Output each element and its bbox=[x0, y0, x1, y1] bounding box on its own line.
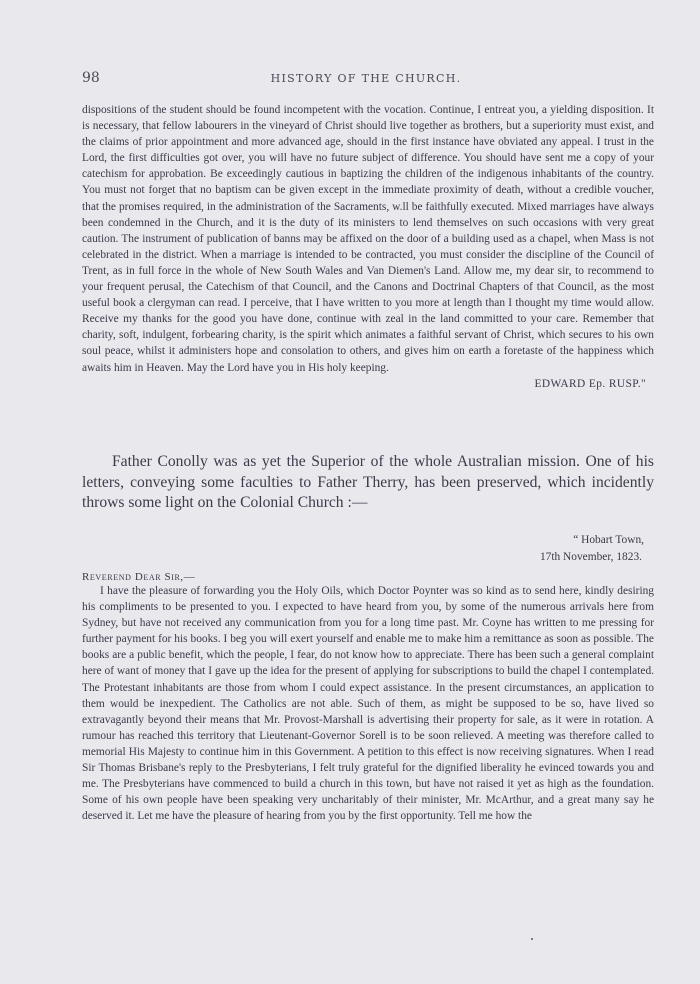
second-letter bbox=[82, 583, 654, 824]
letter-heading bbox=[82, 532, 654, 566]
page-number: 98 bbox=[82, 70, 100, 86]
running-title: HISTORY OF THE CHURCH. bbox=[270, 72, 462, 85]
narrative-section bbox=[82, 452, 654, 514]
letter-date: 17th November, 1823. bbox=[539, 551, 642, 563]
letter-body-paragraph: dispositions of the student should be found incompetent with the vocation. Continue, I entreat you, a yielding disposition. It is necessary, that fellow labourers in the vineyard of Christ should live together as brothers, but a superiority must exist, and the claims of prior appointment and more advanced age, should in the first instance have obviated any appeal. I trust in the Lord, the first difficulties got over, you will have no future subject of difference. You should have sent me a copy of your catechism for approbation. Be exceedingly cautious in baptizing the children of the indigenous inhabitants of the country. You must not forget that no baptism can be given except in the immediate proximity of death, without a credible voucher, that the promises required, in the administration of the Sacraments, w.ll be faithfully executed. Mixed marriages have always been condemned in the Church, and it is the duty of its ministers to lend themselves on such occasions with very great caution. The instrument of publication of banns may be affixed on the door of a building used as a chapel, when Mass is not celebrated in the district. When a marriage is intended to be contracted, you must consider the discipline of the Council of Trent, as in full force in the whole of New South Wales and Van Diemen's Land. Allow me, my dear sir, to recommend to your frequent perusal, the Catechism of that Council, and the Canons and Doctrinal Chapters of that Council, as the most useful book a clergyman can read. I perceive, that I have written to you more at length than I thought my time would allow. Receive my thanks for the good you have done, continue with zeal in the land committed to your care. Remember that charity, soft, indulgent, forbearing charity, is the spirit which animates a faithful servant of Christ, which secures to his own soul peace, whilst it administers hope and consolation to others, and gives him on earth a foretaste of the happiness which awaits him in Heaven. May the Lord have you in His holy keeping. bbox=[82, 104, 654, 374]
narrative-paragraph: Father Conolly was as yet the Superior of the whole Australian mission. One of his letters, conveying some faculties to Father Therry, has been preserved, which incidently throws some light on the Colonial Church :— bbox=[82, 453, 654, 512]
page-header bbox=[82, 72, 650, 88]
letter-continuation bbox=[82, 102, 654, 392]
ink-speck bbox=[531, 938, 533, 940]
letter-signature: EDWARD Ep. RUSP." bbox=[534, 377, 646, 390]
letter-place: “ Hobart Town, bbox=[573, 534, 644, 546]
letter-body-paragraph: I have the pleasure of forwarding you the Holy Oils, which Doctor Poynter was so kind as to send here, kindly desiring his compliments to be presented to you. I expected to have heard from you, by some of the numerous arrivals here from Sydney, but have not received any communication from you for a long time past. Mr. Coyne has written to me pressing for further payment for his books. I beg you will exert yourself and enable me to make him a remittance as soon as possible. The books are a public benefit, which the people, I fear, do not know how to appreciate. There has been such a general complaint here of want of money that I gave up the idea for the present of applying for subscriptions to build the chapel I contemplated. The Protestant inhabitants are those from whom I could expect assistance. In the present circumstances, an application to them would be inexpedient. The Catholics are not able. Such of them, as might be supposed to be so, have lived so extravagantly beyond their means that Mr. Provost-Marshall is advertising their property for sale, as it were in rotation. A rumour has reached this territory that Lieutenant-Governor Sorell is to be soon relieved. A meeting was therefore called to memorial His Majesty to continue him in this Government. A petition to this effect is now receiving signatures. When I read Sir Thomas Brisbane's reply to the Presbyterians, I felt truly grateful for the dignified liberality he evinced towards you and me. The Presbyterians have commenced to build a church in this town, but have not raised it yet as high as the foundation. Some of his own people have been speaking very uncharitably of their minister, Mr. McArthur, and a great many say he deserved it. Let me have the pleasure of hearing from you by the first opportunity. Tell me how the bbox=[82, 585, 654, 823]
letter-salutation: Reverend Dear Sir,— bbox=[82, 571, 196, 583]
